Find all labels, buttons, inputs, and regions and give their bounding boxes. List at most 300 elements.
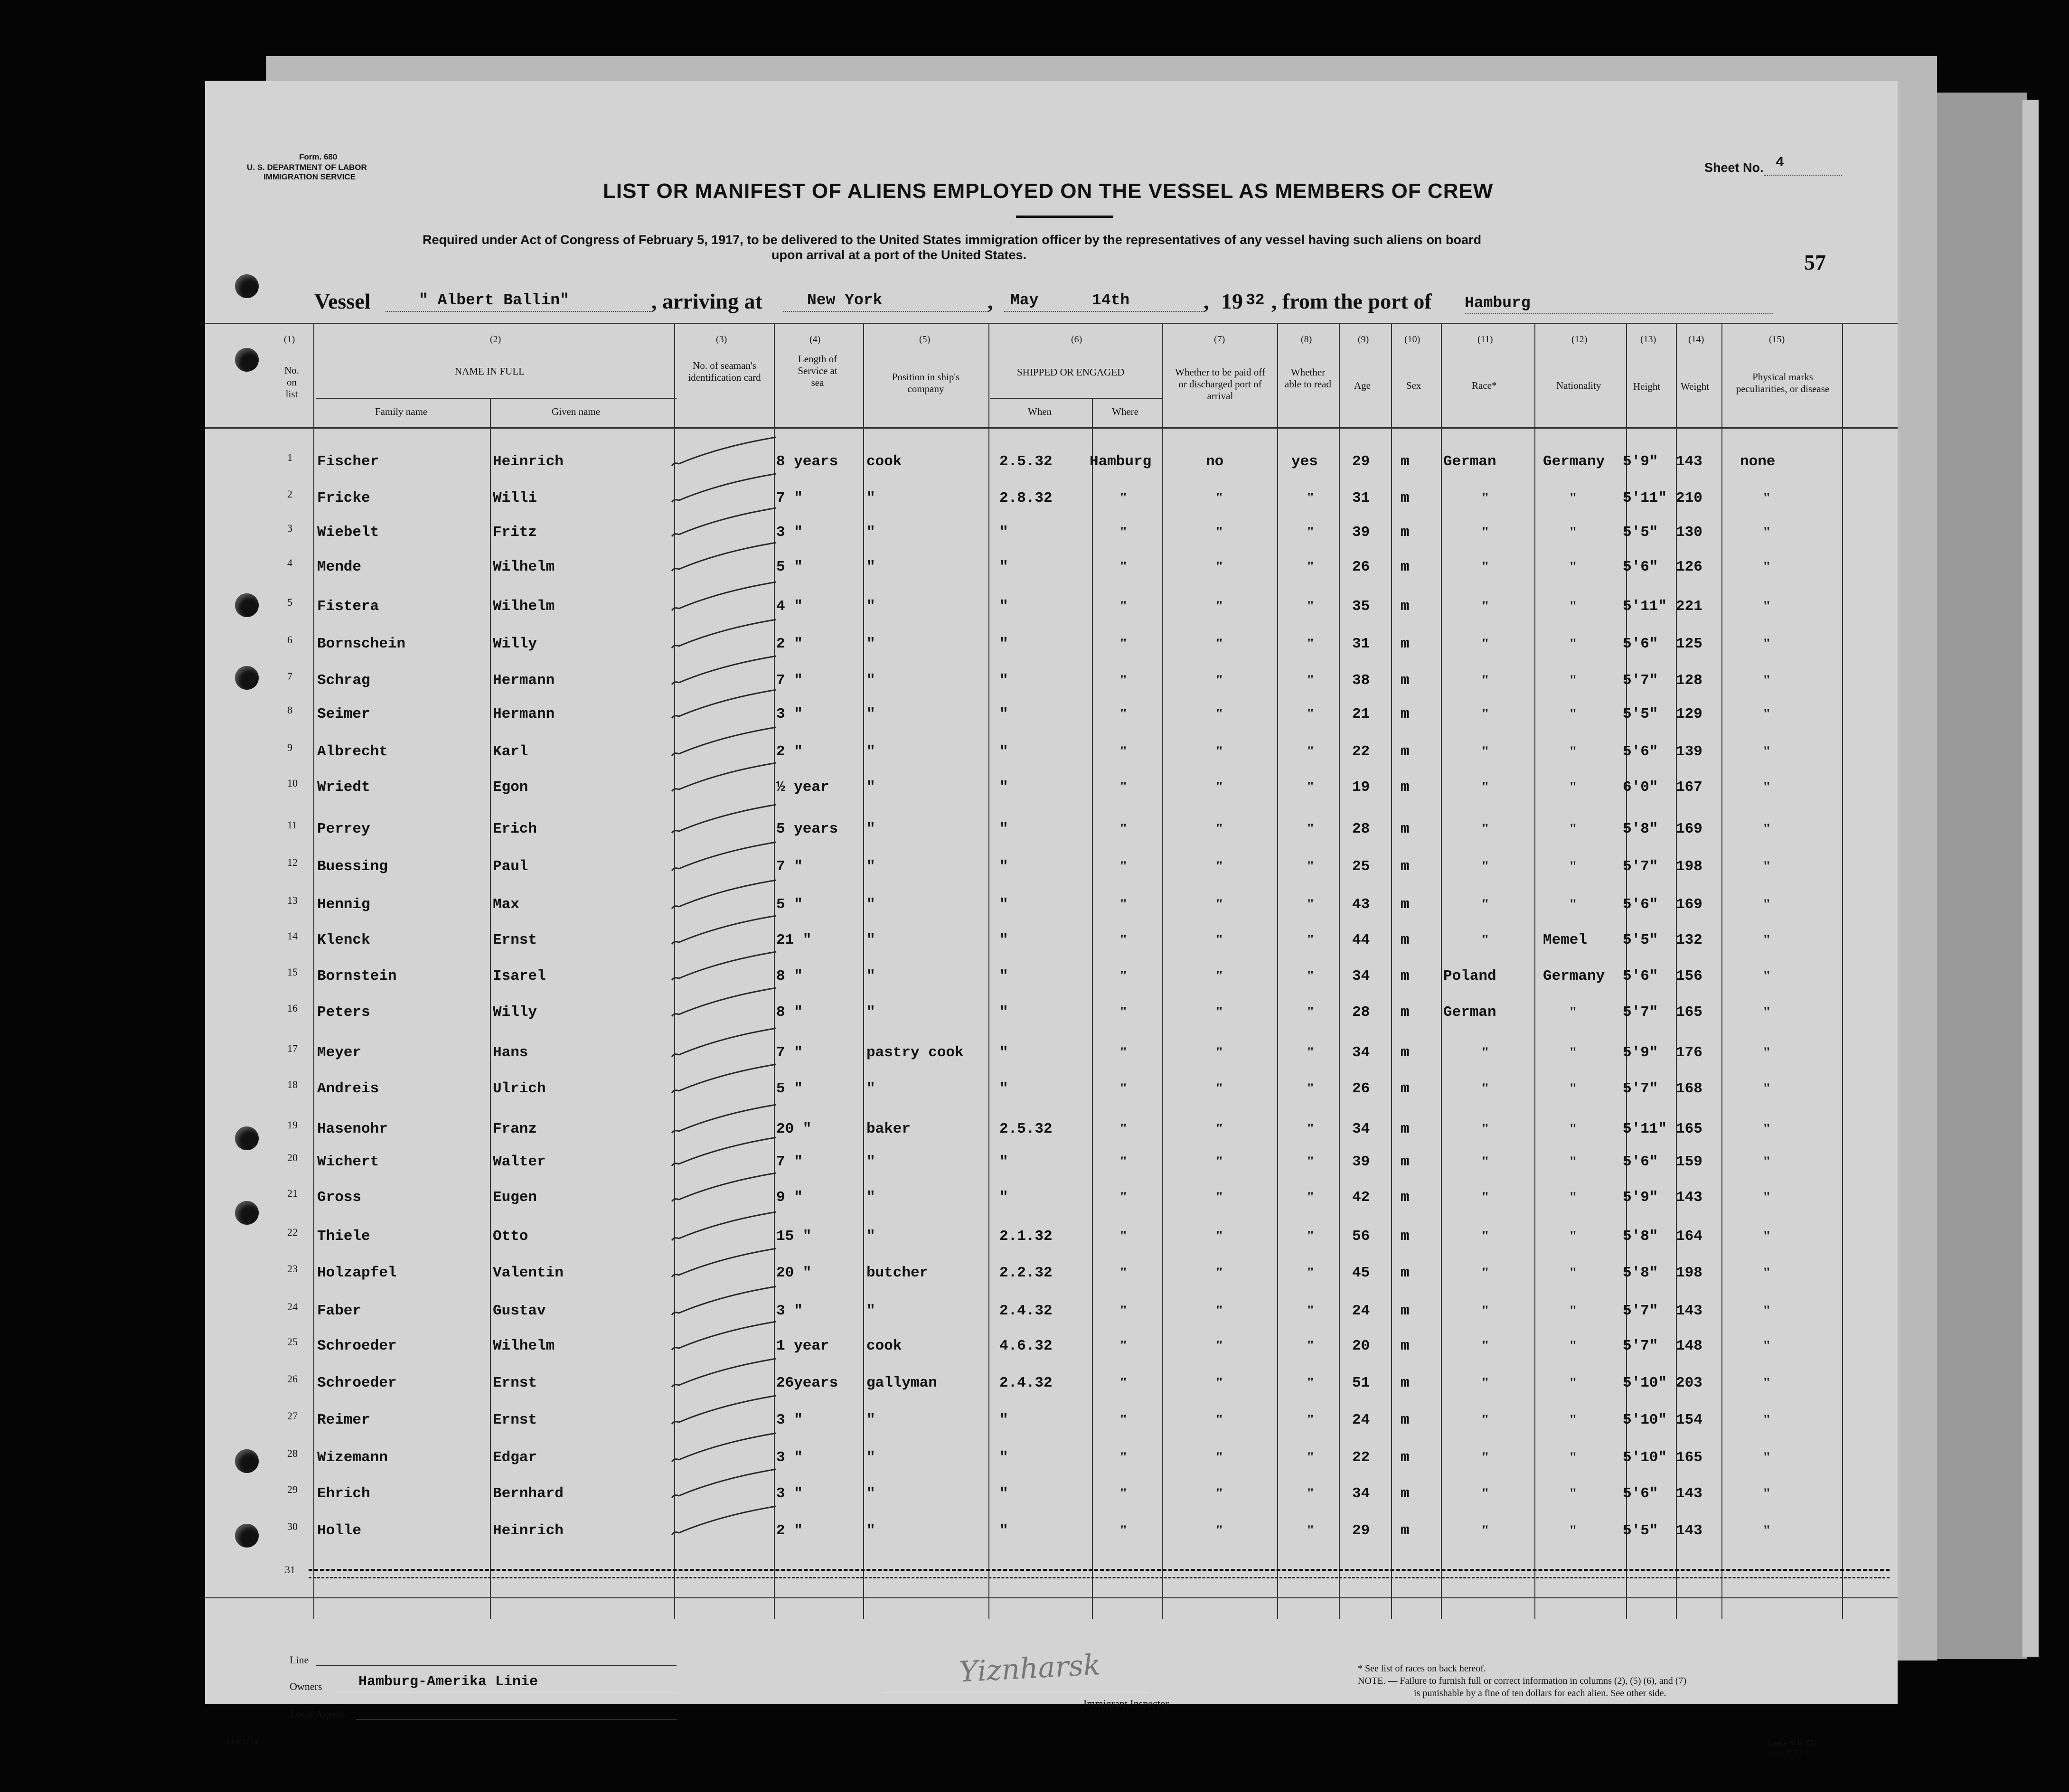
height: 5'6": [1623, 1485, 1658, 1502]
position: ": [866, 1412, 875, 1428]
height: 5'8": [1623, 821, 1658, 837]
race: Poland: [1443, 968, 1496, 985]
shipped-where: ": [1119, 932, 1128, 948]
age: 28: [1352, 1004, 1370, 1021]
weight: 143: [1676, 1522, 1702, 1539]
row-number: 12: [287, 856, 298, 868]
physical-marks: ": [1763, 858, 1771, 874]
height: 5'10": [1623, 1412, 1667, 1428]
nationality: ": [1569, 1522, 1577, 1538]
position: ": [866, 490, 875, 507]
shipped-where: ": [1119, 896, 1128, 912]
height: 5'9": [1623, 1044, 1658, 1061]
row-number: 27: [287, 1410, 298, 1422]
column-divider: [1721, 323, 1722, 1619]
binder-hole: [235, 666, 259, 690]
row-number: 5: [287, 596, 292, 608]
paid-off: ": [1215, 1338, 1223, 1353]
column-divider: [1441, 323, 1442, 1619]
shipped-where: ": [1119, 1375, 1128, 1390]
shipped-when: ": [999, 672, 1008, 689]
paid-off: ": [1215, 490, 1223, 506]
given-name: Willy: [493, 636, 537, 652]
printer-code: 18 bak 31 14: [223, 1738, 258, 1745]
shipped-where: ": [1119, 598, 1128, 614]
able-to-read: ": [1307, 1154, 1315, 1169]
column-divider: [988, 323, 989, 1619]
nationality: ": [1569, 559, 1577, 574]
shipped-when: ": [999, 706, 1008, 722]
shipped-where: ": [1119, 1522, 1128, 1538]
position: ": [866, 636, 875, 652]
weight: 159: [1676, 1154, 1702, 1170]
nationality: ": [1569, 896, 1577, 912]
col10-header: Sex: [1406, 380, 1421, 391]
paid-off: ": [1215, 1004, 1223, 1020]
nationality: ": [1569, 1228, 1577, 1244]
column-divider: [1162, 323, 1163, 1619]
row-number: 23: [287, 1263, 298, 1275]
given-name: Hermann: [493, 706, 555, 722]
service-length: 3 ": [776, 1449, 803, 1466]
given-name: Fritz: [493, 524, 537, 541]
shipped-where: ": [1119, 1449, 1128, 1465]
weight: 203: [1676, 1375, 1702, 1391]
race: ": [1481, 1080, 1489, 1096]
shipped-when: ": [999, 821, 1008, 837]
family-name: Bornstein: [317, 968, 397, 985]
header-bottom-border: [205, 427, 1898, 429]
arrival-port-line: [783, 311, 987, 312]
end-of-list-line: [309, 1577, 1890, 1578]
nationality: ": [1569, 1044, 1577, 1060]
sex: m: [1401, 932, 1410, 948]
shipped-where-header: Where: [1112, 406, 1138, 417]
family-name: Wiebelt: [317, 524, 379, 541]
physical-marks: ": [1763, 821, 1771, 836]
shipped-when: ": [999, 932, 1008, 948]
paid-off: ": [1215, 1485, 1223, 1501]
col7-number: (7): [1214, 334, 1225, 345]
column-divider: [1534, 323, 1535, 1619]
col3-header: No. of seaman's identification card: [688, 360, 761, 383]
weight: 130: [1676, 524, 1702, 541]
shipped-when: ": [999, 559, 1008, 575]
row-number: 25: [287, 1336, 298, 1348]
paid-off: ": [1215, 779, 1223, 795]
row-number: 8: [287, 704, 292, 716]
row-number: 1: [287, 451, 292, 463]
race: ": [1481, 932, 1489, 948]
column-divider: [490, 398, 491, 1619]
shipped-when: ": [999, 743, 1008, 760]
sex: m: [1401, 1338, 1410, 1354]
shipped-when: ": [999, 1412, 1008, 1428]
service-length: 3 ": [776, 1412, 803, 1428]
able-to-read: ": [1307, 1522, 1315, 1538]
binder-hole: [235, 593, 259, 617]
nationality: Germany: [1543, 453, 1605, 470]
shipped-when: ": [999, 968, 1008, 985]
age: 34: [1352, 968, 1370, 985]
shipped-where: ": [1119, 1044, 1128, 1060]
age: 24: [1352, 1303, 1370, 1319]
shipped-when: ": [999, 858, 1008, 875]
family-name: Buessing: [317, 858, 388, 875]
position: ": [866, 1154, 875, 1170]
height: 5'7": [1623, 1303, 1658, 1319]
service-length: 3 ": [776, 1303, 803, 1319]
position: ": [866, 779, 875, 796]
race: ": [1481, 490, 1489, 506]
family-name: Schroeder: [317, 1375, 397, 1391]
shipped-when: ": [999, 779, 1008, 796]
paid-off: ": [1215, 1412, 1223, 1427]
age: 22: [1352, 1449, 1370, 1466]
service-length: 5 years: [776, 821, 838, 837]
able-to-read: ": [1307, 1044, 1315, 1060]
form-label: Form. 680: [299, 152, 338, 161]
weight: 165: [1676, 1449, 1702, 1466]
able-to-read: ": [1307, 559, 1315, 574]
row-number: 16: [287, 1002, 298, 1014]
col3-number: (3): [716, 334, 727, 345]
nationality: ": [1569, 1485, 1577, 1501]
physical-marks: ": [1763, 672, 1771, 688]
paid-off: ": [1215, 1265, 1223, 1280]
family-name: Albrecht: [317, 743, 388, 760]
able-to-read: ": [1307, 598, 1315, 614]
sex: m: [1401, 821, 1410, 837]
shipped-where: Hamburg: [1090, 453, 1152, 470]
row-number: 7: [287, 670, 292, 682]
height: 5'7": [1623, 672, 1658, 689]
arrival-month: May: [1010, 291, 1039, 309]
paid-off: ": [1215, 896, 1223, 912]
weight: 156: [1676, 968, 1702, 985]
nationality: ": [1569, 779, 1577, 795]
shipped-when: ": [999, 896, 1008, 913]
family-name: Andreis: [317, 1080, 379, 1097]
service-length: 9 ": [776, 1189, 803, 1206]
given-name: Wilhelm: [493, 559, 555, 575]
family-name: Fischer: [317, 453, 379, 470]
weight: 167: [1676, 779, 1702, 796]
physical-marks: ": [1763, 1004, 1771, 1020]
sex: m: [1401, 490, 1410, 507]
family-name: Faber: [317, 1303, 362, 1319]
binder-hole: [235, 1524, 259, 1548]
race: German: [1443, 453, 1496, 470]
check-mark: [662, 1354, 786, 1397]
height: 5'5": [1623, 524, 1658, 541]
sex: m: [1401, 1154, 1410, 1170]
service-length: 1 year: [776, 1338, 829, 1354]
age: 29: [1352, 1522, 1370, 1539]
height: 5'6": [1623, 1154, 1658, 1170]
race: ": [1481, 1412, 1489, 1427]
race: ": [1481, 1338, 1489, 1353]
weight: 129: [1676, 706, 1702, 722]
service-length: 2 ": [776, 743, 803, 760]
col5-number: (5): [919, 334, 931, 345]
position: cook: [866, 453, 902, 470]
height: 5'5": [1623, 932, 1658, 948]
physical-marks: ": [1763, 896, 1771, 912]
weight: 176: [1676, 1044, 1702, 1061]
weight: 148: [1676, 1338, 1702, 1354]
col10-number: (10): [1404, 334, 1420, 345]
able-to-read: ": [1307, 1303, 1315, 1318]
row-number: 2: [287, 488, 292, 500]
race: ": [1481, 1154, 1489, 1169]
paid-off: ": [1215, 559, 1223, 574]
age: 45: [1352, 1265, 1370, 1281]
height: 5'6": [1623, 896, 1658, 913]
shipped-when-header: When: [1028, 406, 1052, 417]
able-to-read: ": [1307, 858, 1315, 874]
height: 5'10": [1623, 1449, 1667, 1466]
check-mark: [662, 1244, 786, 1286]
age: 34: [1352, 1485, 1370, 1502]
weight: 139: [1676, 743, 1702, 760]
physical-marks: ": [1763, 968, 1771, 984]
given-name: Karl: [493, 743, 528, 760]
position: ": [866, 858, 875, 875]
able-to-read: ": [1307, 706, 1315, 722]
nationality: ": [1569, 1121, 1577, 1136]
weight: 132: [1676, 932, 1702, 948]
service-length: 15 ": [776, 1228, 812, 1245]
shipped-when: ": [999, 598, 1008, 615]
sex: m: [1401, 858, 1410, 875]
able-to-read: ": [1307, 1485, 1315, 1501]
inspector-signature: Yiznharsk: [958, 1648, 1101, 1689]
able-to-read: ": [1307, 490, 1315, 506]
age: 31: [1352, 636, 1370, 652]
check-mark: [662, 685, 786, 728]
age: 25: [1352, 858, 1370, 875]
col9-header: Age: [1354, 380, 1371, 391]
race: ": [1481, 1485, 1489, 1501]
given-name: Willy: [493, 1004, 537, 1021]
family-name: Meyer: [317, 1044, 362, 1061]
given-name: Wilhelm: [493, 1338, 555, 1354]
race: ": [1481, 821, 1489, 836]
position: ": [866, 524, 875, 541]
sex: m: [1401, 453, 1410, 470]
age: 35: [1352, 598, 1370, 615]
service-length: 8 ": [776, 1004, 803, 1021]
given-name: Otto: [493, 1228, 528, 1245]
nationality: ": [1569, 1080, 1577, 1096]
paid-off: ": [1215, 1080, 1223, 1096]
service-length: 3 ": [776, 706, 803, 722]
col1-header: No. on list: [284, 365, 299, 400]
age: 26: [1352, 1080, 1370, 1097]
row-number: 4: [287, 557, 292, 569]
row-number: 17: [287, 1042, 298, 1054]
weight: 198: [1676, 1265, 1702, 1281]
arriving-label: , arriving at: [651, 289, 762, 313]
shipped-where: ": [1119, 1338, 1128, 1353]
physical-marks: ": [1763, 636, 1771, 651]
nationality: ": [1569, 706, 1577, 722]
binder-hole: [235, 274, 259, 298]
row-number: 10: [287, 777, 298, 789]
position: butcher: [866, 1265, 929, 1281]
arrival-day: 14th: [1092, 291, 1130, 309]
service-length: ½ year: [776, 779, 829, 796]
fine-note: NOTE. — Failure to furnish full or correct information in columns (2), (5) (6), and (7): [1358, 1676, 1687, 1686]
paid-off: ": [1215, 1189, 1223, 1205]
row-number: 6: [287, 634, 292, 646]
nationality: ": [1569, 1154, 1577, 1169]
owners-value: Hamburg-Amerika Linie: [358, 1674, 538, 1690]
col2-header: NAME IN FULL: [455, 366, 525, 377]
given-name: Valentin: [493, 1265, 564, 1281]
physical-marks: ": [1763, 524, 1771, 540]
column-divider: [1842, 323, 1843, 1619]
age: 26: [1352, 559, 1370, 575]
height: 5'9": [1623, 1189, 1658, 1206]
row-number: 13: [287, 894, 298, 906]
height: 5'6": [1623, 636, 1658, 652]
family-name: Klenck: [317, 932, 370, 948]
sheet-label: Sheet No.: [1704, 160, 1764, 175]
physical-marks: ": [1763, 932, 1771, 948]
paid-off: ": [1215, 932, 1223, 948]
weight: 143: [1676, 1485, 1702, 1502]
physical-marks: ": [1763, 1522, 1771, 1538]
position: ": [866, 598, 875, 615]
physical-marks: ": [1763, 1189, 1771, 1205]
given-name: Eugen: [493, 1189, 537, 1206]
height: 5'6": [1623, 743, 1658, 760]
weight: 143: [1676, 1189, 1702, 1206]
physical-marks: ": [1763, 1228, 1771, 1244]
shipped-when: ": [999, 1080, 1008, 1097]
nationality: ": [1569, 1375, 1577, 1390]
given-name: Franz: [493, 1121, 537, 1137]
comma-separator: ,: [1204, 289, 1209, 313]
able-to-read: ": [1307, 1228, 1315, 1244]
race: ": [1481, 858, 1489, 874]
vessel-name-line: [386, 311, 651, 312]
race: ": [1481, 1303, 1489, 1318]
position: ": [866, 932, 875, 948]
service-length: 4 ": [776, 598, 803, 615]
sex: m: [1401, 1303, 1410, 1319]
family-name: Peters: [317, 1004, 370, 1021]
column-divider: [1339, 323, 1340, 1619]
shipped-where: ": [1119, 1121, 1128, 1136]
weight: 143: [1676, 1303, 1702, 1319]
weight: 168: [1676, 1080, 1702, 1097]
col5-header: Position in ship's company: [892, 371, 960, 394]
sex: m: [1401, 1265, 1410, 1281]
weight: 126: [1676, 559, 1702, 575]
physical-marks: ": [1763, 490, 1771, 506]
shipped-where: ": [1119, 559, 1128, 574]
sex: m: [1401, 1004, 1410, 1021]
physical-marks: ": [1763, 706, 1771, 722]
local-agents-label: Local Agents: [290, 1708, 345, 1720]
physical-marks: ": [1763, 1375, 1771, 1390]
col15-header: Physical marks peculiarities, or disease: [1736, 371, 1830, 394]
shipped-when: 4.6.32: [999, 1338, 1053, 1354]
corner-code-old: alte V. 53: [1772, 1748, 1803, 1757]
nationality: ": [1569, 1449, 1577, 1465]
race: German: [1443, 1004, 1496, 1021]
sex: m: [1401, 524, 1410, 541]
row-number: 24: [287, 1301, 298, 1313]
fine-note-cont: is punishable by a fine of ten dollars for each alien. See other side.: [1414, 1688, 1666, 1698]
service-length: 21 ": [776, 932, 812, 948]
paid-off: ": [1215, 1303, 1223, 1318]
weight: 165: [1676, 1121, 1702, 1137]
height: 5'7": [1623, 858, 1658, 875]
able-to-read: ": [1307, 932, 1315, 948]
age: 51: [1352, 1375, 1370, 1391]
sex: m: [1401, 559, 1410, 575]
family-name: Hasenohr: [317, 1121, 388, 1137]
position: ": [866, 896, 875, 913]
family-name: Reimer: [317, 1412, 370, 1428]
able-to-read: ": [1307, 1412, 1315, 1427]
inspector-label: Immigrant Inspector.: [1083, 1698, 1171, 1709]
height: 6'0": [1623, 779, 1658, 796]
able-to-read: ": [1307, 1080, 1315, 1096]
family-name: Thiele: [317, 1228, 370, 1245]
sex: m: [1401, 1080, 1410, 1097]
departure-port: Hamburg: [1465, 294, 1531, 312]
nationality: ": [1569, 598, 1577, 614]
nationality: ": [1569, 743, 1577, 759]
shipped-where: ": [1119, 490, 1128, 506]
race: ": [1481, 1375, 1489, 1390]
shipped-where: ": [1119, 706, 1128, 722]
sex: m: [1401, 743, 1410, 760]
col12-number: (12): [1571, 334, 1588, 345]
col7-header: Whether to be paid off or discharged port of arrival: [1175, 366, 1265, 402]
given-name: Bernhard: [493, 1485, 564, 1502]
corner-code: neue Sch. 571: [1772, 1738, 1818, 1747]
row-number: 19: [287, 1119, 298, 1131]
given-name: Edgar: [493, 1449, 537, 1466]
check-mark: [662, 538, 786, 581]
agents-field-rule: [356, 1719, 677, 1720]
column-divider: [863, 323, 864, 1619]
family-name: Seimer: [317, 706, 370, 722]
service-length: 20 ": [776, 1121, 812, 1137]
able-to-read: ": [1307, 779, 1315, 795]
weight: 143: [1676, 453, 1702, 470]
family-name: Schrag: [317, 672, 370, 689]
sex: m: [1401, 598, 1410, 615]
arrival-date-line: [1004, 311, 1204, 312]
nationality: ": [1569, 1265, 1577, 1280]
weight: 125: [1676, 636, 1702, 652]
shipped-when: 2.5.32: [999, 453, 1053, 470]
physical-marks: ": [1763, 779, 1771, 795]
service-length: 7 ": [776, 490, 803, 507]
given-name: Wilhelm: [493, 598, 555, 615]
given-name: Ernst: [493, 1375, 537, 1391]
nationality: Memel: [1543, 932, 1588, 948]
height: 5'7": [1623, 1004, 1658, 1021]
sex: m: [1401, 1044, 1410, 1061]
